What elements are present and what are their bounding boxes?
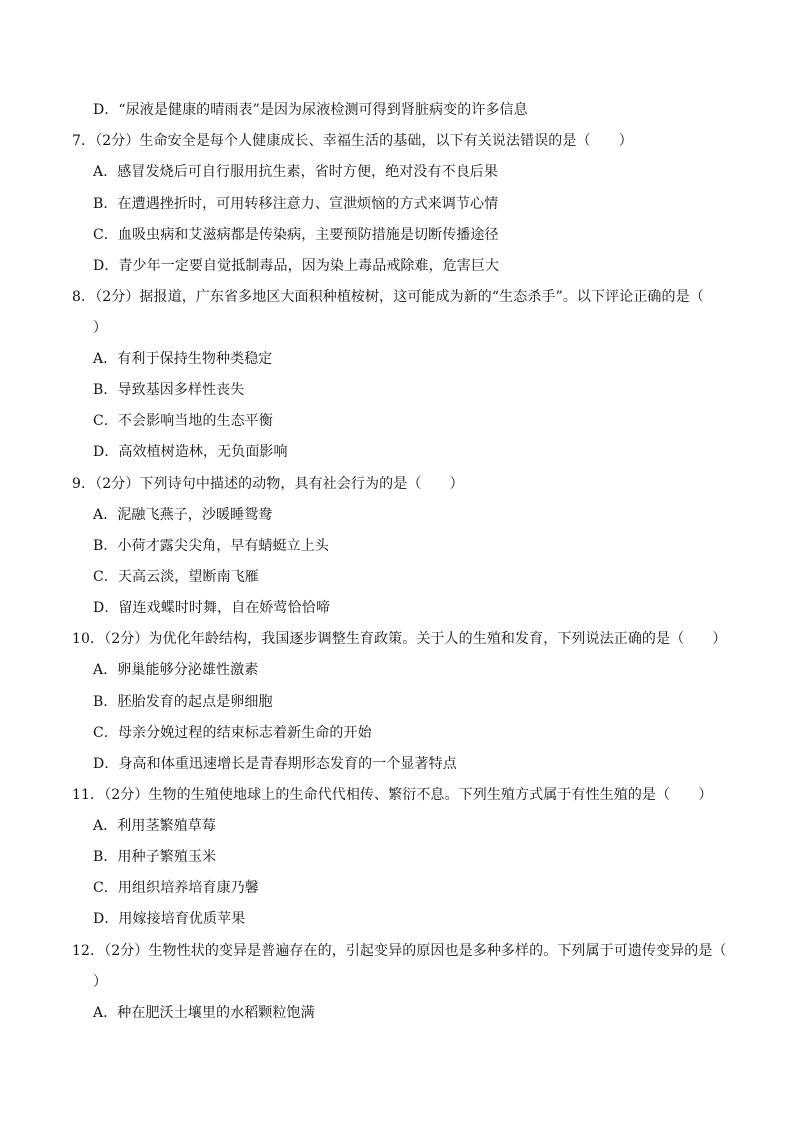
- q8-stem: 8．（2分）据报道，广东省多地区大面积种植桉树，这可能成为新的“生态杀手”。以下评论正确的是（: [72, 289, 704, 305]
- q8-option-c: C．不会影响当地的生态平衡: [93, 413, 274, 429]
- q9-stem: 9．（2分）下列诗句中描述的动物，具有社会行为的是（ ）: [72, 476, 464, 492]
- q7-option-d: D．青少年一定要自觉抵制毒品，因为染上毒品戒除难，危害巨大: [93, 258, 500, 274]
- q7-option-b: B．在遭遇挫折时，可用转移注意力、宣泄烦恼的方式来调节心情: [93, 196, 499, 212]
- q12-stem: 12．（2分）生物性状的变异是普遍存在的，引起变异的原因也是多种多样的。下列属于可遗传变异的是（: [72, 943, 727, 959]
- q8-option-d: D．高效植树造林，无负面影响: [93, 444, 288, 460]
- q11-option-b: B．用种子繁殖玉米: [93, 849, 217, 865]
- q10-option-b: B．胚胎发育的起点是卵细胞: [93, 694, 273, 710]
- q12-option-a: A．种在肥沃土壤里的水稻颗粒饱满: [93, 1005, 315, 1021]
- q12-stem-continuation: ）: [93, 974, 108, 990]
- q10-option-d: D．身高和体重迅速增长是青春期形态发育的一个显著特点: [93, 756, 457, 772]
- q10-option-c: C．母亲分娩过程的结束标志着新生命的开始: [93, 725, 372, 741]
- q9-option-b: B．小荷才露尖尖角，早有蜻蜓立上头: [93, 538, 329, 554]
- q10-option-a: A．卵巢能够分泌雄性激素: [93, 662, 259, 678]
- q7-option-c: C．血吸虫病和艾滋病都是传染病，主要预防措施是切断传播途径: [93, 227, 499, 243]
- q11-option-a: A．利用茎繁殖草莓: [93, 818, 217, 834]
- q7-option-a: A．感冒发烧后可自行服用抗生素，省时方便，绝对没有不良后果: [93, 164, 499, 180]
- q11-option-c: C．用组织培养培育康乃馨: [93, 880, 259, 896]
- q11-stem: 11．（2分）生物的生殖使地球上的生命代代相传、繁衍不息。下列生殖方式属于有性生殖的是（ ）: [72, 787, 713, 803]
- q8-option-a: A．有利于保持生物种类稳定: [93, 351, 273, 367]
- q10-stem: 10．（2分）为优化年龄结构，我国逐步调整生育政策。关于人的生殖和发育，下列说法正确的是（ ）: [72, 631, 727, 647]
- q9-option-a: A．泥融飞燕子，沙暖睡鸳鸯: [93, 507, 273, 523]
- q9-option-d: D．留连戏蝶时时舞，自在娇莺恰恰啼: [93, 600, 330, 616]
- q8-option-b: B．导致基因多样性丧失: [93, 382, 245, 398]
- q8-stem-continuation: ）: [93, 320, 108, 336]
- q9-option-c: C．天高云淡，望断南飞雁: [93, 569, 259, 585]
- q11-option-d: D．用嫁接培育优质苹果: [93, 911, 246, 927]
- q7-stem: 7．（2分）生命安全是每个人健康成长、幸福生活的基础，以下有关说法错误的是（ ）: [72, 133, 633, 149]
- q6-option-d: D．“尿液是健康的晴雨表”是因为尿液检测可得到肾脏病变的许多信息: [93, 102, 528, 118]
